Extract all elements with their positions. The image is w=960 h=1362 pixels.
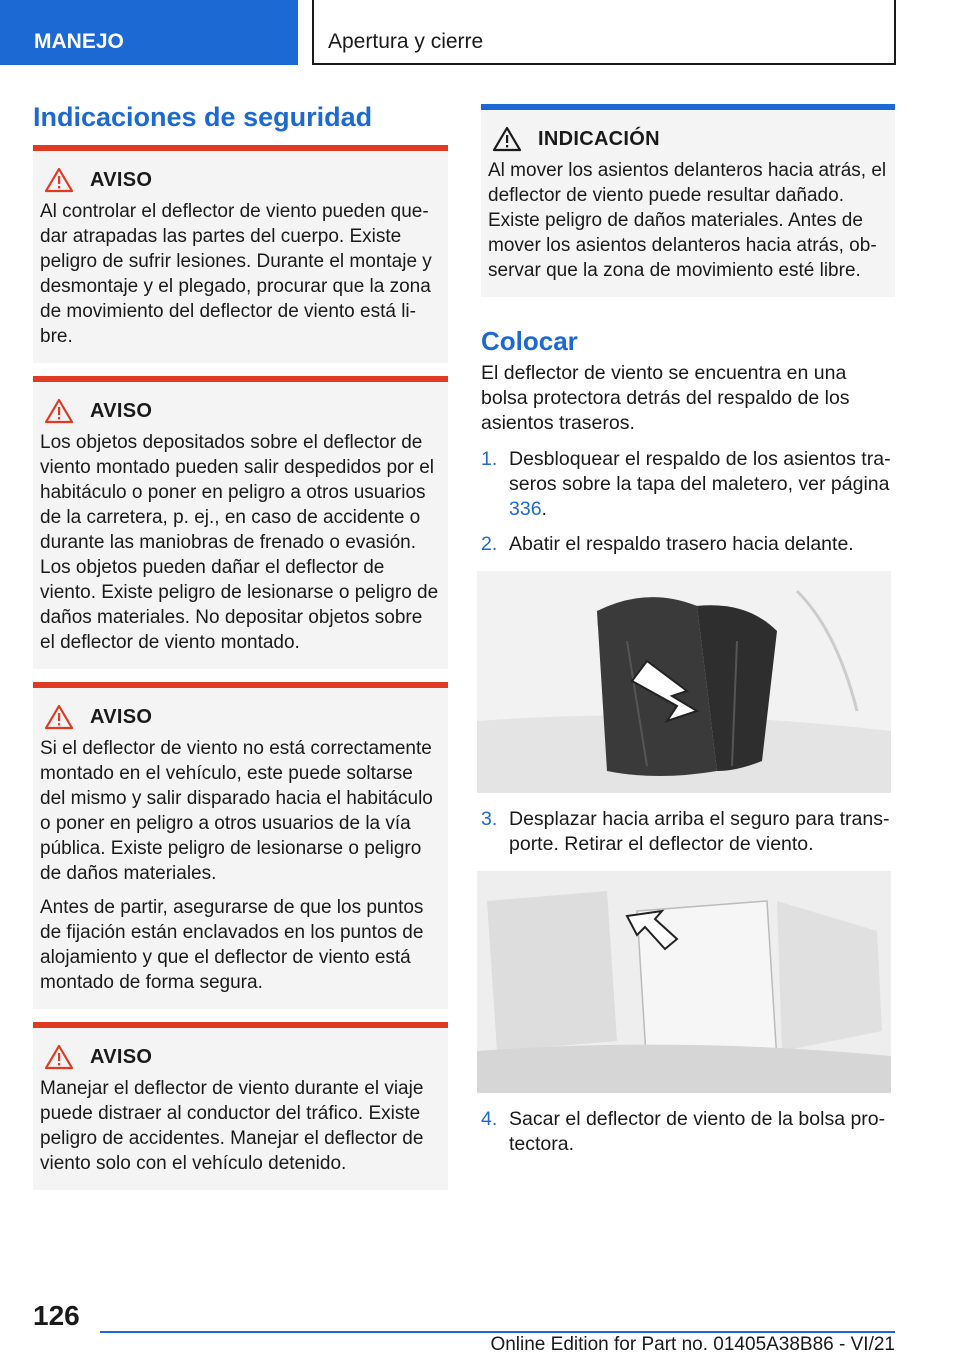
page-number: 126 — [33, 1300, 80, 1331]
step-2 — [481, 532, 895, 557]
warning-triangle-icon — [44, 1044, 74, 1070]
warning-header — [40, 167, 440, 193]
step-3 — [481, 807, 895, 857]
warning-box-1 — [33, 145, 448, 363]
step-text: Abatir el respaldo trasero hacia delante. — [509, 533, 854, 555]
left-column — [33, 100, 448, 1203]
warning-text: Manejar el deflector de viento durante el viaje puede distraer al conductor del tráfico. Existe peligro de accidentes. Manejar el deflector de viento solo con el vehículo detenido. — [40, 1078, 424, 1174]
step-1 — [481, 447, 895, 522]
notice-triangle-icon — [492, 126, 522, 152]
right-column — [481, 104, 895, 1167]
header-section-label: MANEJO — [0, 0, 298, 65]
figure-seat-folding — [477, 571, 891, 793]
notice-header — [488, 126, 887, 152]
step-text: Sacar el deflector de viento de la bolsa protectora. — [509, 1108, 886, 1155]
warning-triangle-icon — [44, 167, 74, 193]
subsection-title: Colocar — [481, 326, 578, 356]
warning-label: AVISO — [90, 168, 153, 191]
warning-header — [40, 704, 440, 730]
warning-text: Los objetos depositados sobre el deflector de viento montado pueden salir despedidos por el habitáculo o poner en peligro a otros usuarios de la carretera, p. ej., en caso de accidente o durante las maniobras de frenado o evasión. Los objetos pueden dañar el deflector de viento. Existe peligro de lesionarse o peligro de daños materiales. No depositar objetos sobre el deflector de viento montado. — [40, 432, 439, 653]
page-reference-link[interactable]: 336 — [509, 498, 542, 520]
warning-text: Si el deflector de viento no está correctamente montado en el vehículo, este puede soltarse del mismo y salir disparado hacia el habitáculo o poner en peligro a otros usuarios de la vía pública. Existe peligro de lesionarse o peligro de daños materiales. — [40, 738, 433, 884]
warning-label: AVISO — [90, 1045, 153, 1068]
warning-box-3 — [33, 682, 448, 1009]
warning-text: Antes de partir, asegurarse de que los puntos de fijación están enclavados en los puntos de alojamiento y que el deflector de viento está montado de forma segura. — [40, 897, 424, 993]
intro-paragraph: El deflector de viento se encuentra en una bolsa protectora detrás del respaldo de los asientos traseros. — [481, 362, 850, 434]
warning-header — [40, 398, 440, 424]
step-text: Desplazar hacia arriba el seguro para transporte. Retirar el deflector de viento. — [509, 808, 890, 855]
notice-text: Al mover los asientos delanteros hacia atrás, el deflector de viento puede resultar dañado. Existe peligro de daños materiales. Antes de mover los asientos delanteros hacia atrás, observar que la zona de movimiento esté libre. — [488, 160, 887, 281]
step-4 — [481, 1107, 895, 1157]
step-text: Desbloquear el respaldo de los asientos traseros sobre la tapa del maletero, ver página 336. — [509, 448, 891, 520]
warning-box-2 — [33, 376, 448, 669]
figure-deflector-removal — [477, 871, 891, 1093]
warning-triangle-icon — [44, 398, 74, 424]
footer-edition-text: Online Edition for Part no. 01405A38B86 - VI/21 — [490, 1334, 895, 1355]
warning-box-4 — [33, 1022, 448, 1190]
notice-label: INDICACIÓN — [538, 127, 660, 150]
warning-label: AVISO — [90, 705, 153, 728]
seat-folding-illustration — [477, 571, 891, 793]
warning-text: Al controlar el deflector de viento pueden quedar atrapadas las partes del cuerpo. Existe peligro de sufrir lesiones. Durante el montaje y desmontaje y el plegado, procurar que la zona de movimiento del deflector de viento está libre. — [40, 201, 432, 347]
warning-header — [40, 1044, 440, 1070]
deflector-removal-illustration — [477, 871, 891, 1093]
step-number: 1. — [481, 448, 498, 470]
footer-divider — [100, 1331, 895, 1333]
step-number: 3. — [481, 808, 498, 830]
warning-label: AVISO — [90, 399, 153, 422]
step-number: 2. — [481, 533, 498, 555]
section-title: Indicaciones de seguridad — [33, 102, 373, 132]
step-number: 4. — [481, 1108, 498, 1130]
warning-triangle-icon — [44, 704, 74, 730]
notice-box — [481, 104, 895, 297]
header-chapter-title: Apertura y cierre — [312, 0, 896, 65]
